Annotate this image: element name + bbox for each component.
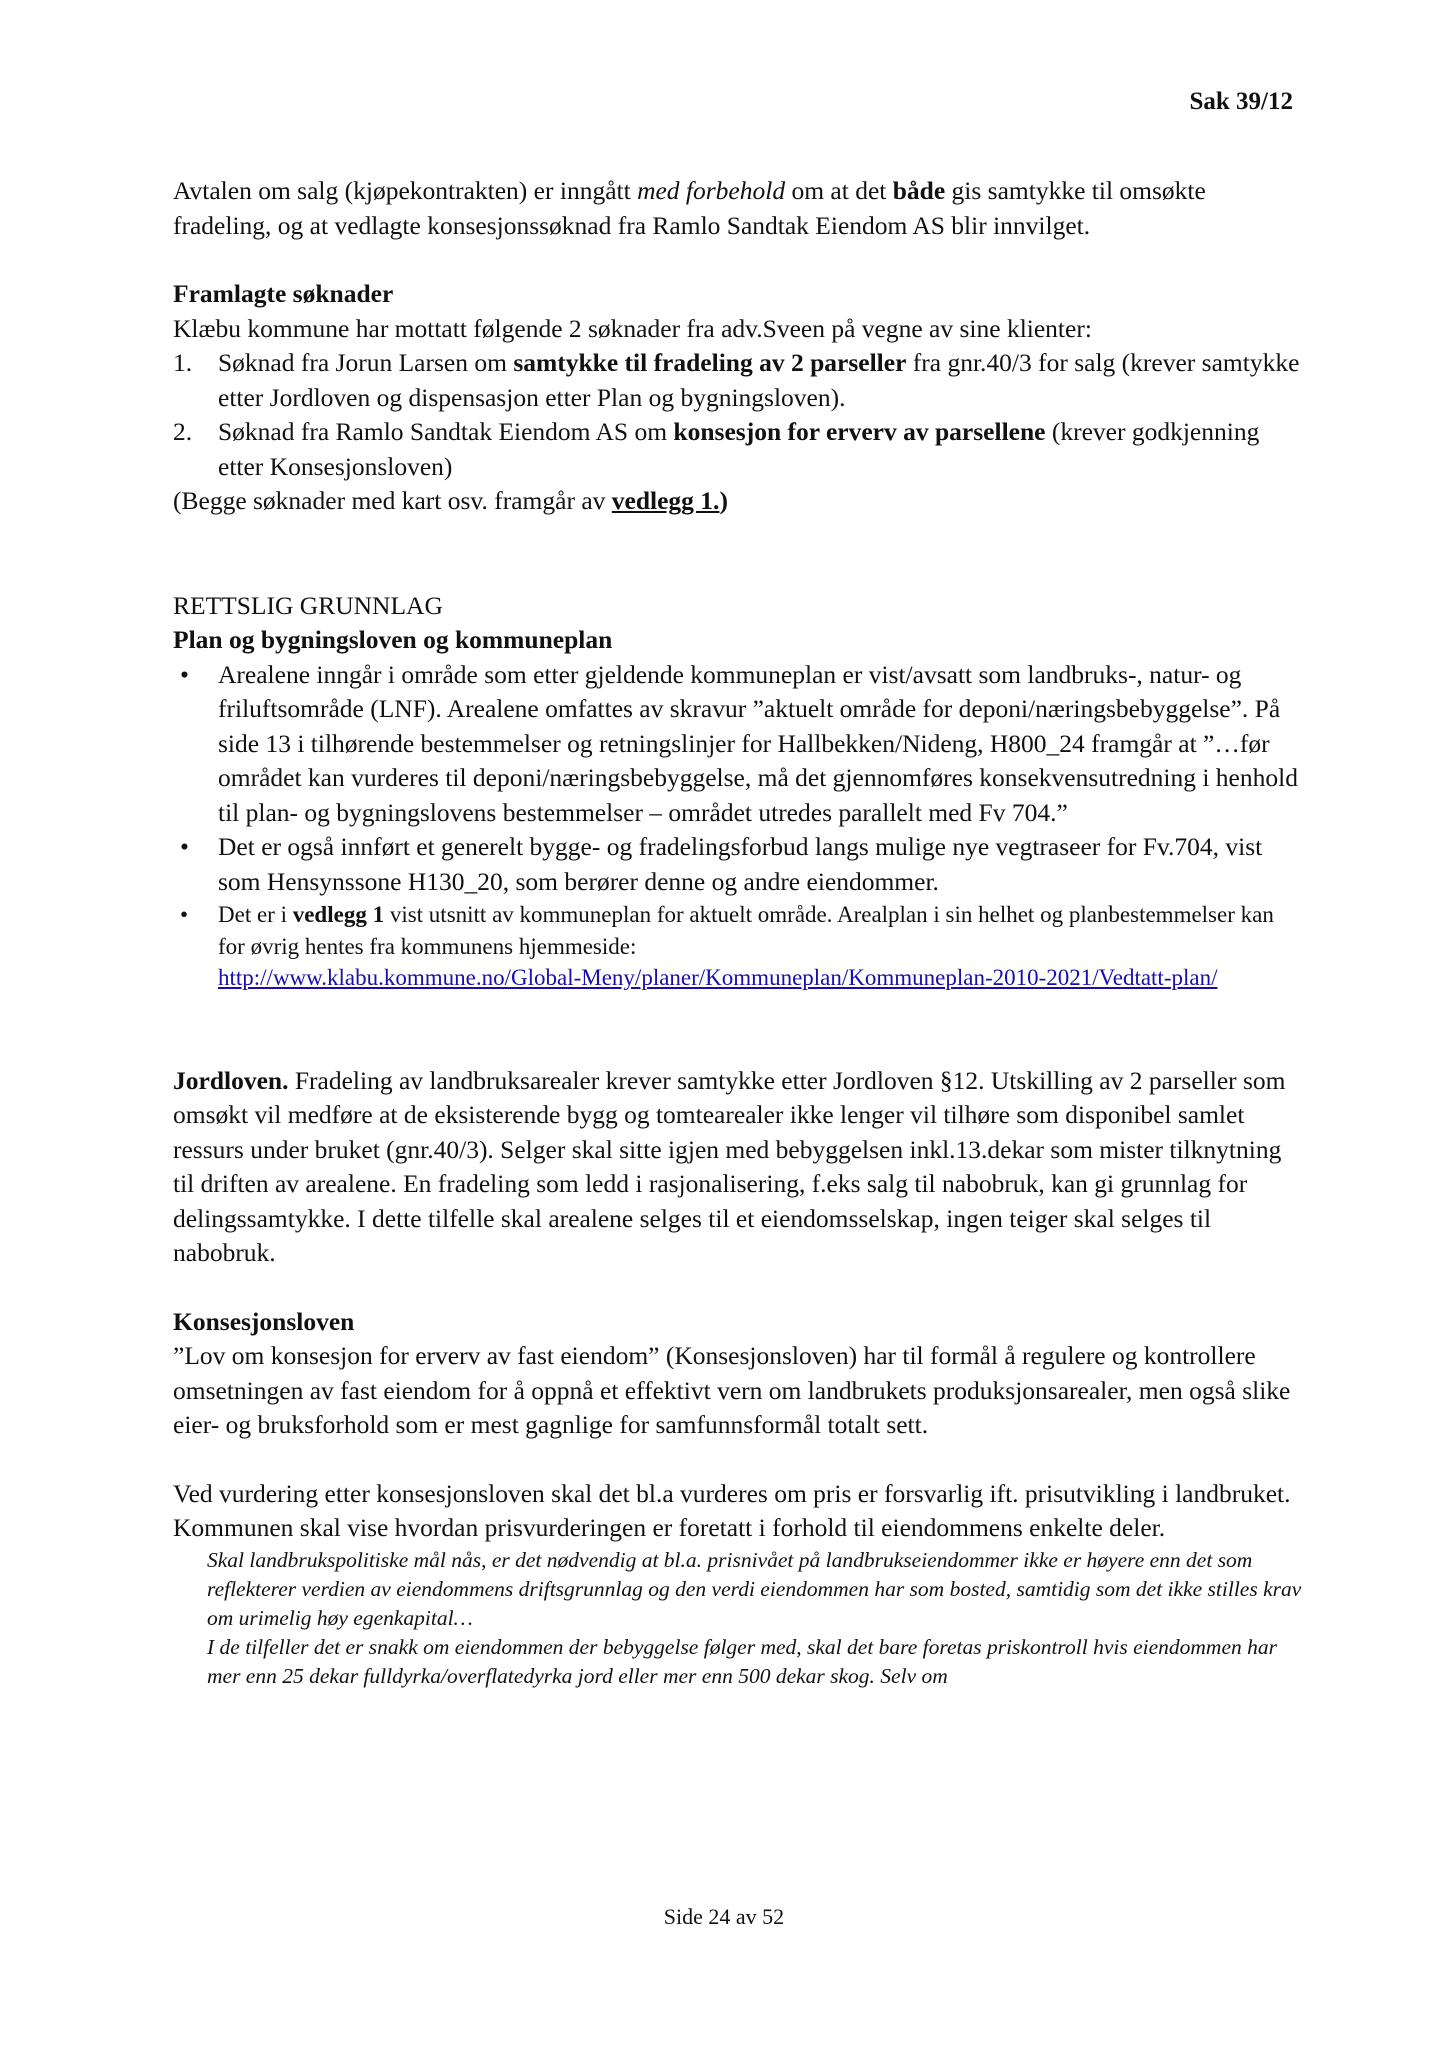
quote-block: Skal landbrukspolitiske mål nås, er det nødvendig at bl.a. prisnivået på landbrukseiendommer ikke er høyere enn det som reflekterer verdien av eiendommens driftsgrunnlag og den verdi eiendommen har som bosted, samtidig som det ikke stilles krav om urimelig høy egenkapital… [207, 1547, 1302, 1630]
jordloven-paragraph [173, 1064, 1303, 1271]
note-text: (Begge søknader med kart osv. framgår av [173, 486, 612, 515]
intro-paragraph [173, 174, 1303, 243]
legal-bullets [173, 658, 1303, 994]
intro-text: om at det [785, 176, 893, 205]
intro-bold: både [892, 176, 946, 205]
bullet-icon: • [180, 902, 189, 927]
bullet-icon: • [180, 832, 189, 861]
bullet-text: vist utsnitt av kommuneplan for aktuelt område. Arealplan i sin helhet og planbestemmelser kan for øvrig hentes fra kommunens hjemmeside: [218, 902, 1274, 959]
list-item [173, 346, 1303, 415]
item-text: (krever godkjenning etter Konsesjonsloven) [218, 417, 1260, 481]
applications-note [173, 484, 1303, 519]
list-item [173, 658, 1303, 831]
quote-block: I de tilfeller det er snakk om eiendommen der bebyggelse følger med, skal det bare foretas priskontroll hvis eiendommen har mer enn 25 dekar fulldyrka/overflatedyrka jord eller mer enn 500 dekar skog. Selv om [207, 1634, 1277, 1688]
section-heading: Framlagte søknader [173, 279, 394, 308]
page-number: Side 24 av 52 [663, 1904, 785, 1929]
bullet-text: Det er også innført et generelt bygge- og fradelingsforbud langs mulige nye vegtraseer for Fv.704, vist som Hensynssone H130_20, som berører denne og andre eiendommer. [218, 832, 1263, 896]
list-item [173, 899, 1303, 994]
bullet-icon: • [180, 659, 189, 689]
item-bold: samtykke til fradeling av 2 parseller [513, 348, 907, 377]
paragraph-label: Jordloven. [173, 1065, 289, 1095]
note-text: ) [719, 486, 728, 515]
list-number: 1. [173, 348, 193, 377]
applications-lead: Klæbu kommune har mottatt følgende 2 søknader fra adv.Sveen på vegne av sine klienter: [173, 313, 1092, 343]
list-number: 2. [173, 417, 193, 446]
plan-link[interactable]: http://www.klabu.kommune.no/Global-Meny/planer/Kommuneplan/Kommuneplan-2010-2021/Vedtatt-plan/ [218, 965, 1218, 990]
section-heading: Konsesjonsloven [173, 1306, 355, 1336]
konsesjon-paragraph: Ved vurdering etter konsesjonsloven skal det bl.a vurderes om pris er forsvarlig ift. prisutvikling i landbruket. Kommunen skal vise hvordan prisvurderingen er foretatt i forhold til eiendommens enkelte deler. [173, 1478, 1291, 1542]
document-body [173, 174, 1303, 1691]
item-text: fra gnr.40/3 for salg (krever samtykke etter Jordloven og dispensasjon etter Plan og bygningsloven). [218, 348, 1300, 412]
item-text: Søknad fra Ramlo Sandtak Eiendom AS om [218, 417, 674, 446]
case-reference: Sak 39/12 [1189, 88, 1293, 115]
item-text: Søknad fra Jorun Larsen om [218, 348, 514, 377]
konsesjon-paragraph: ”Lov om konsesjon for erverv av fast eiendom” (Konsesjonsloven) har til formål å regulere og kontrollere omsetningen av fast eiendom for å oppnå et effektivt vern om landbrukets produksjonsarealer, men også slike eier- og bruksforhold som er mest gagnlige for samfunnsformål totalt sett. [173, 1341, 1291, 1439]
section-subheading: Plan og bygningsloven og kommuneplan [173, 625, 613, 654]
list-item [173, 830, 1303, 899]
intro-emphasis: med forbehold [637, 176, 786, 205]
item-bold: konsesjon for erverv av parsellene [673, 417, 1046, 446]
bullet-text: Arealene inngår i område som etter gjeldende kommuneplan er vist/avsatt som landbruks-, natur- og friluftsområde (LNF). Arealene omfattes av skravur ”aktuelt område for deponi/næringsbebyggelse”. På side 13 i tilhørende bestemmelser og retningslinjer for Hallbekken/Nideng, H800_24 framgår at ”…før området kan vurderes til deponi/næringsbebyggelse, må det gjennomføres konsekvensutredning i henhold til plan- og bygningslovens bestemmelser – området utredes parallelt med Fv 704.” [218, 659, 1298, 827]
intro-text: Avtalen om salg (kjøpekontrakten) er inngått [173, 176, 638, 205]
list-item [173, 415, 1303, 484]
attachment-reference: vedlegg 1. [611, 486, 720, 515]
section-heading: RETTSLIG GRUNNLAG [173, 590, 443, 620]
bullet-text: Det er i [218, 902, 293, 927]
bullet-bold: vedlegg 1 [292, 902, 385, 927]
applications-list [173, 346, 1303, 484]
intro-text: gis samtykke til omsøkte fradeling, og at vedlagte konsesjonssøknad fra Ramlo Sandtak Eiendom AS blir innvilget. [173, 176, 1206, 240]
paragraph-text: Fradeling av landbruksarealer krever samtykke etter Jordloven §12. Utskilling av 2 parseller som omsøkt vil medføre at de eksisterende bygg og tomtearealer ikke lenger vil tilhøre som disponibel samlet ressurs under bruket (gnr.40/3). Selger skal sitte igjen med bebyggelsen inkl.13.dekar som mister tilknytning til driften av arealene. En fradeling som ledd i rasjonalisering, f.eks salg til nabobruk, kan gi grunnlag for delingssamtykke. I dette tilfelle skal arealene selges til et eiendomsselskap, ingen teiger skal selges til nabobruk. [173, 1065, 1286, 1267]
